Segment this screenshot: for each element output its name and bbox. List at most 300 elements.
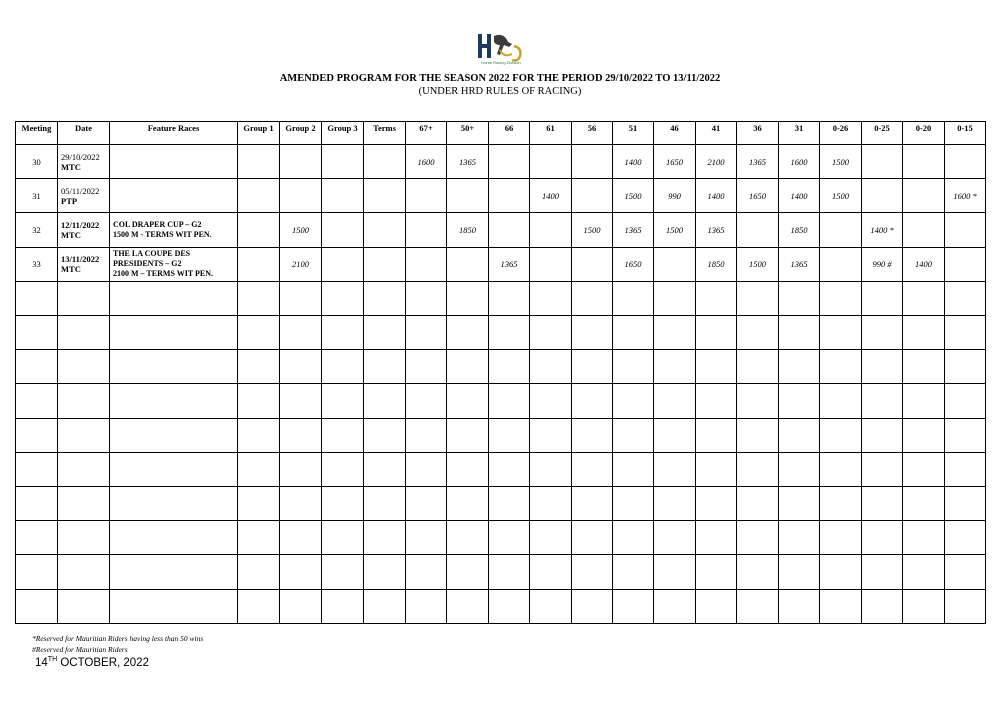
rating-cell: 990 # (862, 247, 903, 281)
empty-row (16, 487, 986, 521)
empty-cell (945, 555, 986, 589)
venue-text: MTC (61, 230, 81, 240)
rating-cell (489, 145, 530, 179)
col-51: 51 (613, 122, 654, 145)
venue-text: PTP (61, 195, 78, 206)
empty-cell (238, 521, 280, 555)
empty-cell (903, 487, 945, 521)
empty-cell (779, 316, 820, 350)
empty-cell (530, 589, 572, 623)
empty-cell (58, 487, 110, 521)
group-1-cell (238, 179, 280, 213)
empty-cell (364, 350, 406, 384)
empty-cell (779, 589, 820, 623)
empty-cell (696, 521, 737, 555)
empty-cell (945, 316, 986, 350)
empty-cell (820, 521, 862, 555)
feature-line: THE LA COUPE DES (113, 249, 191, 259)
empty-cell (572, 452, 613, 486)
empty-cell (322, 452, 364, 486)
empty-cell (322, 589, 364, 623)
meeting-cell: 31 (16, 179, 58, 213)
empty-cell (779, 521, 820, 555)
col-31: 31 (779, 122, 820, 145)
issue-date-day: 14 (35, 656, 48, 669)
empty-cell (572, 281, 613, 315)
empty-cell (364, 418, 406, 452)
empty-cell (58, 281, 110, 315)
empty-row (16, 316, 986, 350)
empty-cell (489, 350, 530, 384)
terms-cell (364, 179, 406, 213)
empty-cell (696, 350, 737, 384)
header-row (16, 122, 986, 145)
col-61: 61 (530, 122, 572, 145)
empty-cell (322, 384, 364, 418)
empty-cell (447, 555, 489, 589)
rating-cell: 1500 (737, 247, 779, 281)
rating-cell (903, 213, 945, 247)
empty-cell (530, 487, 572, 521)
date-text: 13/11/2022 (61, 254, 100, 265)
empty-cell (489, 316, 530, 350)
empty-cell (238, 589, 280, 623)
table-row (16, 213, 986, 247)
rating-cell (489, 213, 530, 247)
feature-cell (110, 213, 238, 247)
empty-cell (489, 487, 530, 521)
empty-cell (530, 521, 572, 555)
empty-cell (820, 316, 862, 350)
empty-cell (613, 521, 654, 555)
empty-cell (903, 384, 945, 418)
rating-cell (903, 145, 945, 179)
rating-cell: 1365 (489, 247, 530, 281)
empty-cell (406, 521, 447, 555)
rating-cell: 1500 (572, 213, 613, 247)
empty-cell (945, 452, 986, 486)
empty-cell (945, 384, 986, 418)
rating-cell: 1600 (406, 145, 447, 179)
rating-cell (572, 247, 613, 281)
empty-cell (110, 452, 238, 486)
empty-row (16, 452, 986, 486)
empty-cell (613, 384, 654, 418)
empty-cell (406, 589, 447, 623)
empty-cell (58, 589, 110, 623)
empty-cell (238, 384, 280, 418)
col-0-26: 0-26 (820, 122, 862, 145)
empty-cell (238, 316, 280, 350)
empty-cell (110, 487, 238, 521)
table-row (16, 179, 986, 213)
empty-cell (16, 589, 58, 623)
empty-cell (903, 589, 945, 623)
issue-date-suffix: TH (47, 656, 58, 663)
group-3-cell (322, 179, 364, 213)
document-title: AMENDED PROGRAM FOR THE SEASON 2022 FOR THE PERIOD 29/10/2022 TO 13/11/2022 (279, 73, 721, 84)
empty-cell (322, 555, 364, 589)
empty-cell (654, 589, 696, 623)
date-cell (58, 179, 110, 213)
empty-cell (406, 281, 447, 315)
empty-cell (779, 350, 820, 384)
empty-cell (406, 418, 447, 452)
group-2-cell: 2100 (280, 247, 322, 281)
empty-cell (447, 281, 489, 315)
venue-text: MTC (61, 161, 81, 172)
rating-cell: 1400 (696, 179, 737, 213)
empty-cell (779, 555, 820, 589)
rating-cell: 1400 * (862, 213, 903, 247)
empty-cell (447, 350, 489, 384)
empty-cell (945, 521, 986, 555)
empty-cell (613, 281, 654, 315)
col-50plus: 50+ (447, 122, 489, 145)
rating-cell (820, 213, 862, 247)
empty-cell (862, 487, 903, 521)
empty-cell (737, 521, 779, 555)
empty-cell (903, 521, 945, 555)
empty-cell (110, 521, 238, 555)
empty-cell (16, 281, 58, 315)
empty-cell (16, 418, 58, 452)
empty-row (16, 384, 986, 418)
group-3-cell (322, 213, 364, 247)
date-text: 12/11/2022 (61, 220, 100, 230)
empty-cell (364, 589, 406, 623)
rating-cell (530, 247, 572, 281)
rating-cell (530, 145, 572, 179)
empty-cell (945, 487, 986, 521)
terms-cell (364, 213, 406, 247)
rating-cell: 990 (654, 179, 696, 213)
empty-cell (58, 555, 110, 589)
empty-cell (862, 384, 903, 418)
empty-row (16, 281, 986, 315)
rating-cell (945, 213, 986, 247)
empty-cell (737, 555, 779, 589)
empty-cell (654, 555, 696, 589)
empty-cell (696, 418, 737, 452)
empty-cell (820, 452, 862, 486)
empty-cell (572, 521, 613, 555)
rating-cell (737, 213, 779, 247)
feature-line: COL DRAPER CUP – G2 (113, 220, 202, 229)
meeting-cell: 33 (16, 247, 58, 281)
group-2-cell (280, 179, 322, 213)
rating-cell (447, 247, 489, 281)
empty-cell (696, 384, 737, 418)
empty-cell (530, 316, 572, 350)
empty-cell (945, 418, 986, 452)
empty-cell (572, 316, 613, 350)
empty-cell (16, 487, 58, 521)
empty-cell (110, 418, 238, 452)
empty-cell (654, 350, 696, 384)
empty-cell (322, 350, 364, 384)
rating-cell: 1365 (447, 145, 489, 179)
rating-cell (572, 179, 613, 213)
col-41: 41 (696, 122, 737, 145)
empty-cell (779, 281, 820, 315)
empty-cell (779, 487, 820, 521)
empty-cell (779, 384, 820, 418)
empty-cell (280, 316, 322, 350)
col-group-3: Group 3 (322, 122, 364, 145)
empty-row (16, 418, 986, 452)
empty-cell (654, 316, 696, 350)
rating-cell: 1500 (820, 145, 862, 179)
rating-cell (862, 145, 903, 179)
empty-cell (447, 487, 489, 521)
empty-cell (110, 555, 238, 589)
empty-cell (696, 316, 737, 350)
feature-line: PRESIDENTS – G2 (113, 259, 182, 269)
empty-cell (489, 281, 530, 315)
empty-cell (16, 384, 58, 418)
rating-cell: 1850 (447, 213, 489, 247)
empty-cell (364, 452, 406, 486)
rating-cell: 1365 (613, 213, 654, 247)
col-terms: Terms (364, 122, 406, 145)
empty-cell (489, 452, 530, 486)
empty-row (16, 555, 986, 589)
empty-cell (16, 350, 58, 384)
empty-cell (447, 452, 489, 486)
col-feature-races: Feature Races (110, 122, 238, 145)
col-36: 36 (737, 122, 779, 145)
empty-cell (820, 487, 862, 521)
date-cell (58, 247, 110, 281)
footnote-asterisk: *Reserved for Mauritian Riders having less than 50 wins (32, 634, 204, 643)
empty-cell (737, 487, 779, 521)
col-group-1: Group 1 (238, 122, 280, 145)
venue-text: MTC (61, 264, 81, 275)
group-2-cell: 1500 (280, 213, 322, 247)
empty-cell (16, 521, 58, 555)
empty-cell (238, 555, 280, 589)
empty-cell (613, 350, 654, 384)
empty-cell (447, 521, 489, 555)
empty-cell (572, 589, 613, 623)
race-program-table (15, 121, 986, 624)
table-row (16, 145, 986, 179)
empty-cell (862, 281, 903, 315)
empty-cell (406, 555, 447, 589)
rating-cell: 1400 (530, 179, 572, 213)
empty-cell (489, 589, 530, 623)
table-row (16, 247, 986, 281)
date-cell (58, 145, 110, 179)
empty-cell (654, 521, 696, 555)
empty-cell (903, 350, 945, 384)
empty-cell (447, 418, 489, 452)
group-3-cell (322, 145, 364, 179)
rating-cell: 1650 (613, 247, 654, 281)
group-1-cell (238, 247, 280, 281)
logo-caption: Horse Racing Division (481, 60, 521, 65)
empty-cell (530, 418, 572, 452)
empty-cell (406, 487, 447, 521)
empty-cell (58, 418, 110, 452)
feature-cell (110, 179, 238, 213)
empty-cell (58, 384, 110, 418)
empty-cell (364, 487, 406, 521)
date-text: 05/11/2022 (61, 185, 100, 196)
empty-cell (613, 487, 654, 521)
empty-cell (110, 281, 238, 315)
empty-cell (447, 589, 489, 623)
empty-cell (820, 589, 862, 623)
empty-cell (572, 384, 613, 418)
col-0-20: 0-20 (903, 122, 945, 145)
issue-date (35, 656, 149, 669)
empty-cell (572, 555, 613, 589)
rating-cell: 1500 (654, 213, 696, 247)
empty-cell (280, 555, 322, 589)
empty-cell (613, 452, 654, 486)
empty-cell (364, 281, 406, 315)
empty-cell (696, 452, 737, 486)
empty-cell (489, 418, 530, 452)
rating-cell: 1400 (613, 145, 654, 179)
rating-cell: 1400 (779, 179, 820, 213)
empty-cell (489, 521, 530, 555)
col-66: 66 (489, 122, 530, 145)
empty-cell (406, 384, 447, 418)
empty-cell (447, 384, 489, 418)
empty-cell (322, 521, 364, 555)
empty-cell (110, 350, 238, 384)
col-56: 56 (572, 122, 613, 145)
rating-cell (903, 179, 945, 213)
empty-cell (110, 384, 238, 418)
empty-cell (16, 452, 58, 486)
empty-cell (820, 350, 862, 384)
empty-cell (862, 555, 903, 589)
group-2-cell (280, 145, 322, 179)
empty-cell (820, 418, 862, 452)
rating-cell (572, 145, 613, 179)
empty-row (16, 350, 986, 384)
rating-cell (654, 247, 696, 281)
empty-cell (364, 521, 406, 555)
empty-cell (696, 555, 737, 589)
empty-cell (280, 418, 322, 452)
empty-cell (654, 487, 696, 521)
meeting-cell: 32 (16, 213, 58, 247)
empty-cell (945, 589, 986, 623)
rating-cell: 1850 (779, 213, 820, 247)
empty-cell (862, 316, 903, 350)
empty-cell (238, 281, 280, 315)
empty-cell (737, 384, 779, 418)
empty-cell (364, 316, 406, 350)
rating-cell (945, 247, 986, 281)
empty-cell (530, 555, 572, 589)
empty-cell (613, 589, 654, 623)
empty-cell (945, 350, 986, 384)
empty-cell (110, 589, 238, 623)
empty-cell (572, 350, 613, 384)
empty-cell (862, 452, 903, 486)
empty-cell (820, 384, 862, 418)
empty-cell (696, 487, 737, 521)
empty-cell (696, 589, 737, 623)
empty-cell (654, 281, 696, 315)
feature-line: 2100 M – TERMS WIT PEN. (113, 269, 214, 279)
empty-cell (572, 418, 613, 452)
empty-cell (737, 316, 779, 350)
empty-cell (406, 316, 447, 350)
rating-cell (406, 247, 447, 281)
empty-row (16, 589, 986, 623)
empty-cell (238, 418, 280, 452)
table-body (16, 145, 986, 624)
empty-cell (737, 452, 779, 486)
terms-cell (364, 145, 406, 179)
feature-cell (110, 145, 238, 179)
col-0-25: 0-25 (862, 122, 903, 145)
empty-cell (280, 487, 322, 521)
empty-cell (654, 418, 696, 452)
empty-cell (613, 316, 654, 350)
empty-cell (58, 521, 110, 555)
rating-cell: 1400 (903, 247, 945, 281)
rating-cell: 1650 (654, 145, 696, 179)
empty-cell (280, 384, 322, 418)
empty-cell (737, 281, 779, 315)
col-67plus: 67+ (406, 122, 447, 145)
group-3-cell (322, 247, 364, 281)
col-0-15: 0-15 (945, 122, 986, 145)
empty-cell (779, 418, 820, 452)
empty-cell (862, 521, 903, 555)
feature-cell (110, 247, 238, 281)
empty-cell (406, 452, 447, 486)
group-1-cell (238, 145, 280, 179)
empty-cell (280, 350, 322, 384)
empty-cell (530, 384, 572, 418)
rating-cell: 1850 (696, 247, 737, 281)
empty-cell (903, 418, 945, 452)
rating-cell: 1365 (696, 213, 737, 247)
empty-cell (737, 418, 779, 452)
empty-cell (903, 281, 945, 315)
document-subtitle: (UNDER HRD RULES OF RACING) (418, 86, 582, 97)
empty-cell (280, 281, 322, 315)
empty-cell (654, 384, 696, 418)
empty-cell (110, 316, 238, 350)
empty-cell (489, 555, 530, 589)
issue-date-rest: OCTOBER, 2022 (57, 656, 149, 669)
empty-cell (820, 281, 862, 315)
empty-cell (903, 555, 945, 589)
col-date: Date (58, 122, 110, 145)
group-1-cell (238, 213, 280, 247)
empty-cell (489, 384, 530, 418)
rating-cell: 1365 (779, 247, 820, 281)
col-group-2: Group 2 (280, 122, 322, 145)
empty-cell (58, 350, 110, 384)
rating-cell: 1600 * (945, 179, 986, 213)
empty-cell (696, 281, 737, 315)
empty-cell (322, 281, 364, 315)
rating-cell: 1500 (820, 179, 862, 213)
empty-cell (613, 555, 654, 589)
empty-cell (613, 418, 654, 452)
